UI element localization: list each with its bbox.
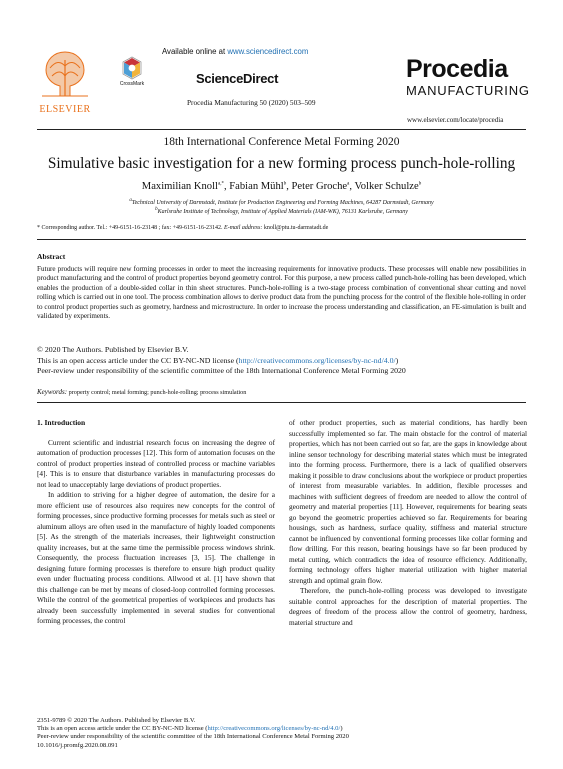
procedia-wordmark: Procedia	[406, 55, 508, 83]
sciencedirect-link[interactable]: www.sciencedirect.com	[227, 47, 309, 56]
journal-url[interactable]: www.elsevier.com/locate/procedia	[407, 116, 504, 124]
copyright-line: © 2020 The Authors. Published by Elsevier B.V.	[37, 345, 189, 354]
crossmark-label: CrossMark	[119, 81, 145, 87]
corresponding-author: * Corresponding author. Tel.: +49-6151-16-23148 ; fax: +49-6151-16-23142. E-mail address: knoll@ptu.tu-darmstadt.de	[37, 225, 329, 231]
license-line: This is an open access article under the CC BY-NC-ND license (http://creativecommons.org/licenses/by-nc-nd/4.0/)	[37, 355, 399, 365]
author-1: Maximilian Knoll$^{a,*}$,	[141, 181, 230, 192]
procedia-logo	[406, 55, 530, 98]
footer-issn: 2351-9789 © 2020 The Authors. Published by Elsevier B.V.	[37, 717, 196, 724]
body-paragraph: Current scientific and industrial research focus on increasing the degree of automation of production processes [12]. This form of automation focuses on the control of product properties instead of controlled process or machine variables [4]. This is to ensure that disturbance variables in manufacturing processes do not lead to unacceptably large deviations of product properties.	[37, 437, 275, 489]
license-link[interactable]: http://creativecommons.org/licenses/by-nc-nd/4.0/	[238, 355, 396, 365]
manufacturing-wordmark: MANUFACTURING	[406, 83, 530, 98]
abstract-bottom-rule	[37, 402, 526, 403]
left-column	[37, 418, 275, 627]
author-2: Fabian Mühl$^b$,	[229, 181, 292, 192]
author-list	[0, 181, 563, 192]
body-paragraph: Therefore, the punch-hole-rolling process was developed to investigate suitable control approaches for the description of material properties. The degrees of freedom of the process allow the control of geometry, hardness, material structure and	[289, 586, 527, 627]
footer-license: This is an open access article under the CC BY-NC-ND license (http://creativecommons.org/licenses/by-nc-nd/4.0/)	[37, 725, 343, 733]
copyright-block	[37, 345, 526, 377]
footer-block	[37, 715, 526, 750]
available-online	[162, 47, 308, 56]
right-column	[289, 418, 527, 628]
footer-peer-review: Peer-review under responsibility of the scientific committee of the 18th International Conference Metal Forming 2020	[37, 733, 349, 741]
keywords-text: property control; metal forming; punch-hole-rolling; process simulation	[67, 389, 247, 396]
keywords-label: Keywords:	[37, 388, 68, 396]
section-heading: 1. Introduction	[37, 418, 86, 427]
footer-doi[interactable]: 10.1016/j.promfg.2020.08.091	[37, 741, 118, 749]
abstract-top-rule	[37, 239, 526, 240]
body-paragraph: In addition to striving for a higher degree of automation, the desire for a more efficient use of resources also requires new concepts for the control of forming processes, since productive forming processes for metals such as steel or aluminum alloys are often used in the manufacture of highly loaded components [5]. As the strength of the materials increases, their lightweight construction quality increases, but at the same time the permissible process windows shrink. Consequently, the process fluctuation increases [3, 15]. The challenge in designing future forming processes is therefore to ensure high product quality even under fluctuating process conditions. Allwood et al. [1] have shown that this challenge can be met by means of closed-loop controlled forming processes. While the control of the geometrical properties of workpieces and products has already been successfully implemented in several studies for conventional forming processes, the control	[37, 490, 275, 625]
elsevier-logo	[36, 46, 94, 115]
paper-title: Simulative basic investigation for a new forming process punch-hole-rolling	[47, 155, 516, 172]
email-link[interactable]: knoll@ptu.tu-darmstadt.de	[262, 225, 329, 231]
abstract-heading: Abstract	[37, 252, 66, 261]
sciencedirect-title: ScienceDirect	[196, 71, 279, 86]
peer-review-line: Peer-review under responsibility of the scientific committee of the 18th International Conference Metal Forming 2020	[37, 366, 406, 375]
affiliation-b: $^b$Karlsruhe Institute of Technology, Institute of Applied Materials (IAM-WK), 76131 Karlsruhe, Germany	[155, 207, 408, 215]
author-3: Peter Groche$^a$,	[291, 181, 355, 192]
conference-name: 18th International Conference Metal Forming 2020	[163, 136, 400, 148]
author-4: Volker Schulze$^b$	[354, 181, 422, 192]
crossmark-logo[interactable]	[116, 56, 148, 92]
affiliation-a: $^a$Technical University of Darmstadt, Institute for Production Engineering and Forming Machines, 64287 Darmstadt, Germany	[129, 198, 434, 206]
abstract-text: Future products will require new forming processes in order to meet the increasing requirements for innovative products. These processes will enable new possibilities in product manufacturing and the control of product properties beyond geometry control. For this purpose, a new process called punch-hole-rolling has been developed, which enables the production of a double-sided collar in thin sheet structures. Punch-hole-rolling is a two-stage process combination of conventional shear cutting and novel rolling which is carried out in one tool. The process combination allows to derive product data from the punching process for the control of the flexible hole-rolling in order to control product properties such as geometry, hardness and microstructure. In order to increase the process understanding and classification, an FE-simulation is built and validated by experiments.	[37, 265, 526, 321]
header-rule	[37, 129, 526, 130]
available-prefix: Available online at	[162, 47, 228, 56]
body-paragraph: of other product properties, such as material conditions, has hardly been successfully implemented so far. The main obstacle for the control of material properties, which has not been carried out so far, are the gaps in knowledge about inline sensor technology for describing material states which must be integrated into the forming process. Furthermore, there is a lack of qualified observers making it possible to draw conclusions about the workpiece or product properties of interest from measurable variables. In addition, flexible processes and machines with sufficient degrees of freedom are needed to allow the control of geometry and material properties [11]. However, requirements for bearing seats go beyond the geometric properties achieved so far. Requirements for bearing housings, such as hardness, surface quality, stiffness and material structure cannot be influenced by conventional forming processes like collar forming and flow drilling. For this reason, bearing housings have so far been produced by metal cutting, which contradicts the idea of resource efficiency. Additionally, forming technology offers higher material utilization with higher material strength and optimal grain flow.	[289, 418, 527, 585]
crossmark-icon	[122, 56, 142, 80]
journal-line: Procedia Manufacturing 50 (2020) 503–509	[187, 98, 316, 107]
elsevier-tree-icon	[36, 46, 94, 98]
elsevier-wordmark: ELSEVIER	[39, 104, 91, 115]
keywords-line	[37, 388, 246, 396]
footer-license-link[interactable]: http://creativecommons.org/licenses/by-nc-nd/4.0/	[207, 725, 341, 733]
